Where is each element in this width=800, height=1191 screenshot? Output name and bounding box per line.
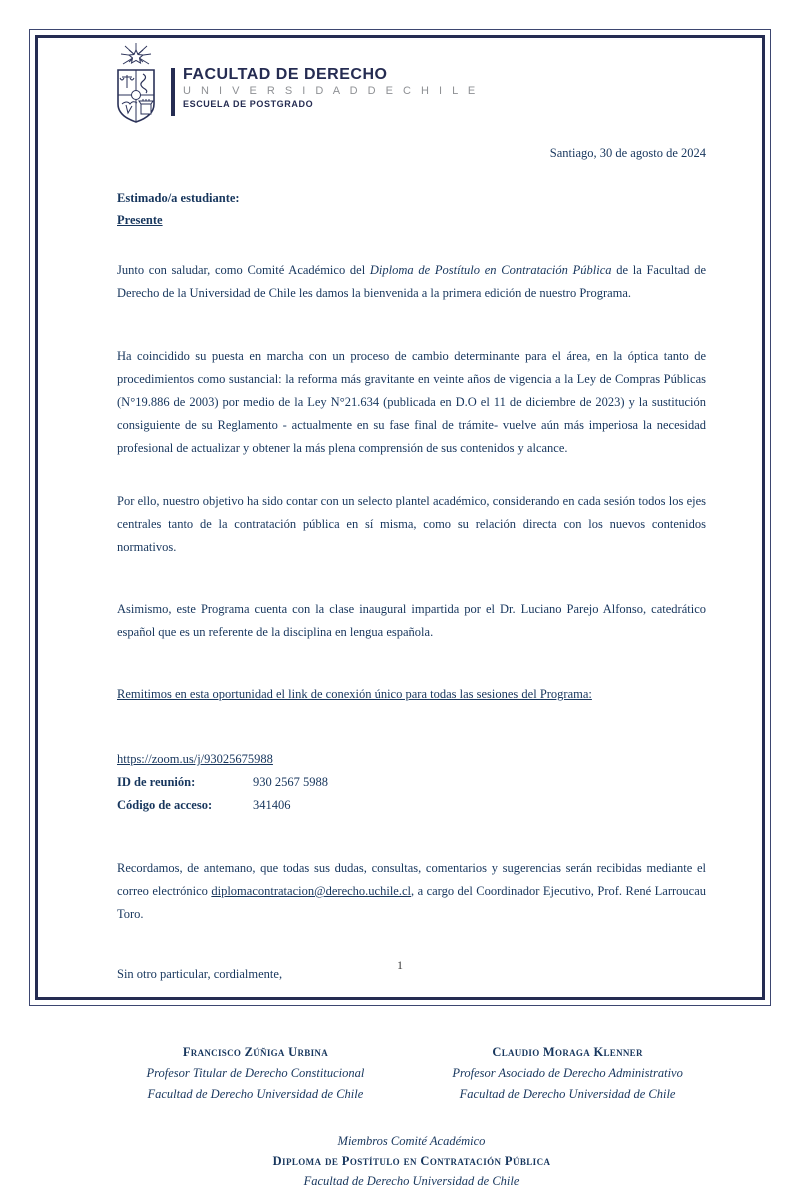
meeting-id-row: [117, 771, 706, 794]
contact-email-link[interactable]: diplomacontratacion@derecho.uchile.cl: [211, 884, 411, 898]
closing-line: Sin otro particular, cordialmente,: [117, 967, 283, 981]
paragraph-contact-pre: Recordamos, de antemano, que todas sus dudas, consultas, comentarios y sugerencias serán recibidas mediante el correo electrónico: [117, 861, 706, 898]
signer-name: Claudio Moraga Klenner: [492, 1045, 643, 1059]
letterhead: [107, 42, 706, 134]
paragraph-welcome: [117, 259, 706, 305]
signer-org: Facultad de Derecho Universidad de Chile: [147, 1087, 364, 1101]
meeting-id-label: ID de reunión:: [117, 775, 196, 789]
paragraph-objective: Por ello, nuestro objetivo ha sido contar con un selecto plantel académico, considerando en cada sesión todos los ejes centrales tanto de la contratación pública en sí misma, como su relación directa con los nuevos contenidos normativos.: [117, 494, 706, 554]
access-code-label: Código de acceso:: [117, 798, 213, 812]
signer-title: Profesor Titular de Derecho Constitucional: [146, 1066, 365, 1080]
letterhead-divider: [171, 68, 175, 116]
paragraph-reform: Ha coincidido su puesta en marcha con un proceso de cambio determinante para el área, en la óptica tanto de procedimientos como sustancial: la reforma más gravitante en veinte años de vigencia a la Ley de Compras Públicas (N°19.886 de 2003) por medio de la Ley N°21.634 (publicada en D.O el 11 de diciembre de 2023) y la sustitución consiguiente de su Reglamento - actualmente en su fase final de trámite- vuelve aún más imperiosa la necesidad profesional de actualizar y obtener la más plena comprensión de sus contenidos y alcance.: [117, 349, 706, 455]
program-name-italic: Diploma de Postítulo en Contratación Pública: [369, 263, 612, 277]
committee-block: [117, 1131, 706, 1191]
signer-org: Facultad de Derecho Universidad de Chile: [459, 1087, 676, 1101]
paragraph-welcome-post: de la Facultad de Derecho de la Universidad de Chile les damos la bienvenida a la primera edición de nuestro Programa.: [117, 263, 706, 300]
paragraph-contact: [117, 857, 706, 926]
signature-left: [117, 1042, 394, 1105]
committee-members-line: Miembros Comité Académico: [337, 1134, 486, 1148]
letter-page: [117, 42, 706, 1188]
link-intro: Remitimos en esta oportunidad el link de conexión único para todas las sesiones del Programa:: [117, 687, 592, 701]
letterhead-faculty: FACULTAD DE DERECHO: [183, 66, 388, 83]
paragraph-contact-post: , a cargo del Coordinador Ejecutivo, Prof. René Larroucau Toro.: [117, 884, 706, 921]
zoom-meeting-link[interactable]: https://zoom.us/j/93025675988: [117, 752, 273, 766]
signature-right: [429, 1042, 706, 1105]
salutation-to: Estimado/a estudiante:: [117, 191, 240, 205]
date-line: Santiago, 30 de agosto de 2024: [549, 146, 706, 160]
letterhead-school: ESCUELA DE POSTGRADO: [183, 99, 314, 109]
university-coat-of-arms-icon: [107, 42, 165, 130]
committee-faculty-line: Facultad de Derecho Universidad de Chile: [303, 1174, 520, 1188]
paragraph-inaugural: Asimismo, este Programa cuenta con la clase inaugural impartida por el Dr. Luciano Parejo Alfonso, catedrático español que es un referente de la disciplina en lengua española.: [117, 602, 706, 639]
salutation-presente: Presente: [117, 213, 163, 227]
committee-program-line: Diploma de Postítulo en Contratación Pública: [272, 1154, 551, 1168]
meeting-id-value: 930 2567 5988: [253, 775, 328, 789]
page-number: 1: [397, 958, 403, 972]
signer-title: Profesor Asociado de Derecho Administrativo: [452, 1066, 683, 1080]
signature-block: [117, 1042, 706, 1105]
signer-name: Francisco Zúñiga Urbina: [182, 1045, 328, 1059]
access-code-value: 341406: [253, 798, 291, 812]
paragraph-welcome-pre: Junto con saludar, como Comité Académico del: [117, 263, 370, 277]
letterhead-university: U N I V E R S I D A D D E C H I L E: [183, 85, 479, 97]
access-code-row: [117, 794, 706, 817]
